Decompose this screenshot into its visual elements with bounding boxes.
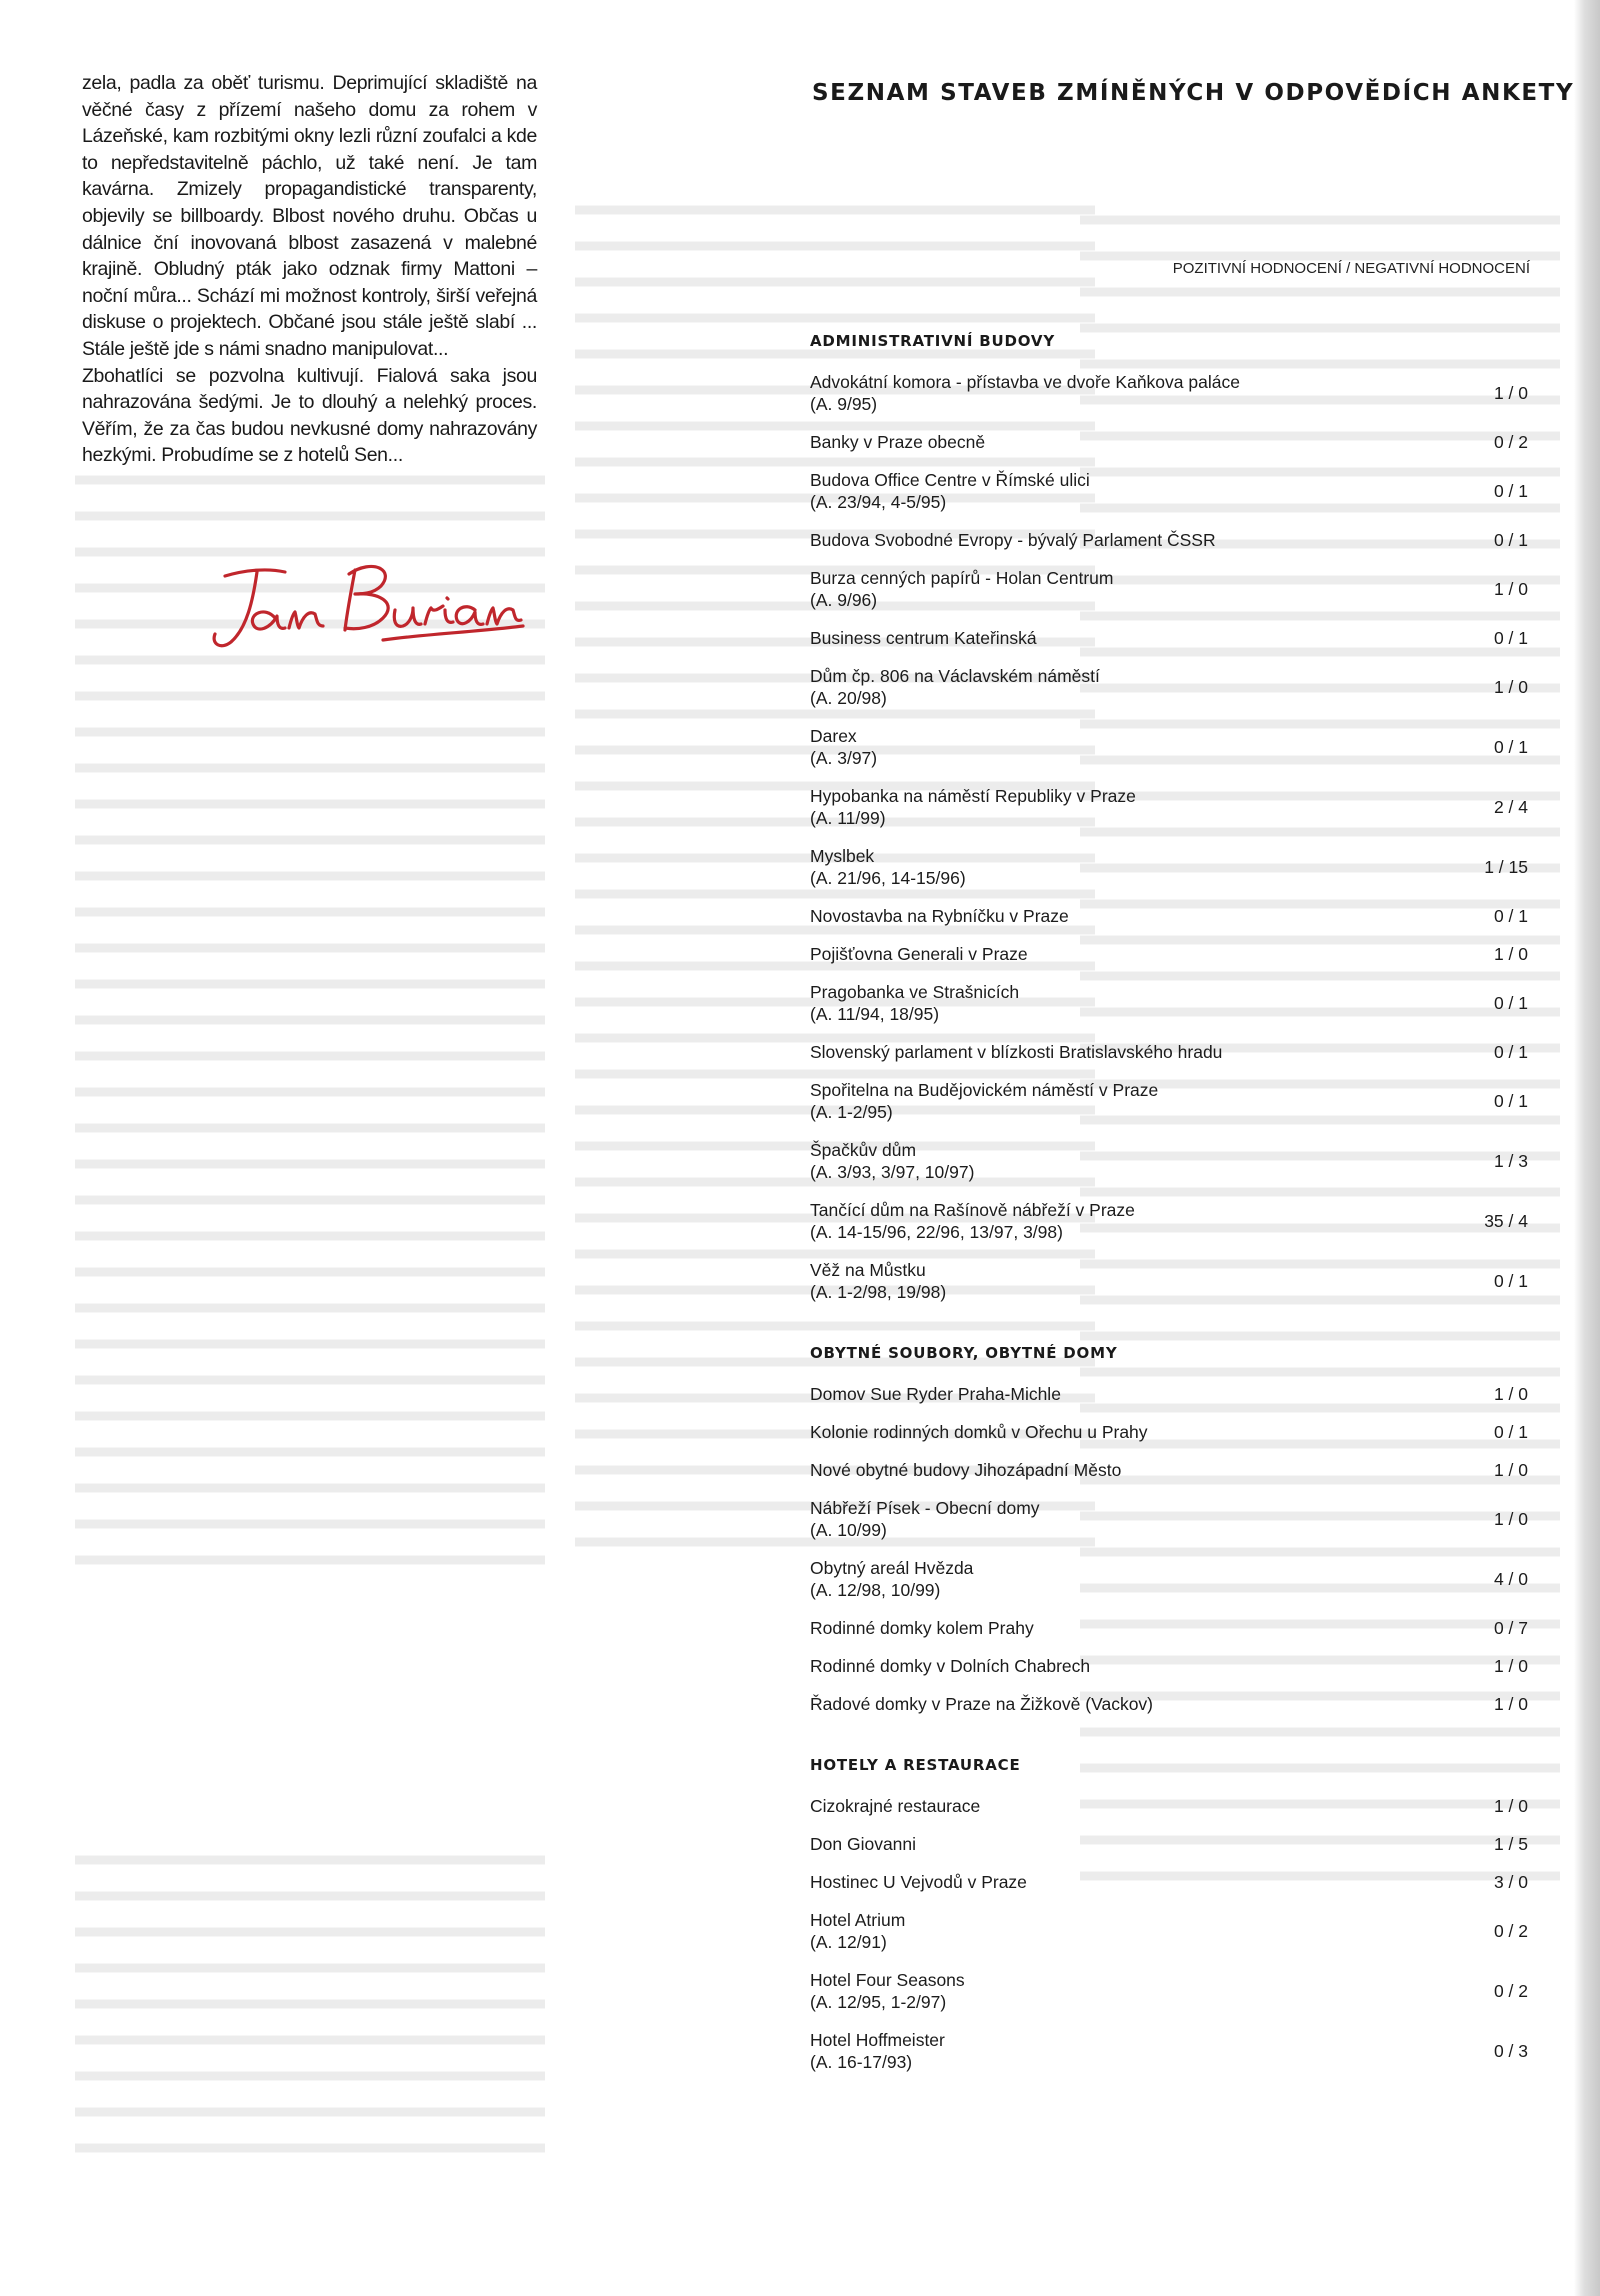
building-name: Rodinné domky v Dolních Chabrech [810, 1656, 1091, 1676]
rating-score: 1 / 5 [1493, 1834, 1528, 1854]
rating-score: 0 / 1 [1493, 737, 1528, 757]
building-name: Spořitelna na Budějovickém náměstí v Praze [810, 1080, 1159, 1100]
rating-score: 1 / 0 [1493, 944, 1528, 964]
building-name: Burza cenných papírů - Holan Centrum [810, 568, 1114, 588]
building-name: Banky v Praze obecně [810, 432, 986, 452]
building-reference: (A. 12/91) [810, 1932, 887, 1952]
building-reference: (A. 12/95, 1-2/97) [810, 1992, 947, 2012]
building-reference: (A. 1-2/98, 19/98) [810, 1282, 947, 1302]
rating-score: 0 / 1 [1493, 993, 1528, 1013]
building-name: Domov Sue Ryder Praha-Michle [810, 1384, 1061, 1404]
list-item [810, 1610, 1530, 1646]
list-item [810, 1034, 1530, 1070]
list-item [810, 1072, 1530, 1130]
section-heading: OBYTNÉ SOUBORY, OBYTNÉ DOMY [810, 1344, 1118, 1362]
building-name: Dům čp. 806 na Václavském náměstí [810, 666, 1100, 686]
rating-score: 0 / 2 [1493, 432, 1528, 452]
rating-score: 1 / 0 [1493, 677, 1528, 697]
section-administrative-buildings [810, 330, 1530, 1310]
list-item [810, 462, 1530, 520]
rating-score: 0 / 1 [1493, 1271, 1528, 1291]
list-item [810, 936, 1530, 972]
building-name: Věž na Můstku [810, 1260, 926, 1280]
rating-score: 1 / 0 [1493, 1796, 1528, 1816]
building-name: Rodinné domky kolem Prahy [810, 1618, 1034, 1638]
rating-score: 1 / 0 [1493, 1509, 1528, 1529]
list-item [810, 364, 1530, 422]
building-reference: (A. 3/97) [810, 748, 878, 768]
list-item [810, 1132, 1530, 1190]
rating-legend: POZITIVNÍ HODNOCENÍ / NEGATIVNÍ HODNOCENÍ [1172, 260, 1530, 277]
building-reference: (A. 20/98) [810, 688, 887, 708]
building-name: Pragobanka ve Strašnicích [810, 982, 1020, 1002]
rating-score: 0 / 2 [1493, 1921, 1528, 1941]
building-name: Tančící dům na Rašínově nábřeží v Praze [810, 1200, 1135, 1220]
list-item [810, 778, 1530, 836]
list-item [810, 1962, 1530, 2020]
rating-score: 0 / 1 [1493, 1091, 1528, 1111]
building-name: Řadové domky v Praze na Žižkově (Vackov) [810, 1694, 1154, 1714]
building-reference: (A. 1-2/95) [810, 1102, 893, 1122]
building-reference: (A. 21/96, 14-15/96) [810, 868, 966, 888]
rating-score: 3 / 0 [1493, 1872, 1528, 1892]
building-name: Hotel Four Seasons [810, 1970, 965, 1990]
section-heading: HOTELY A RESTAURACE [810, 1756, 1021, 1774]
building-reference: (A. 12/98, 10/99) [810, 1580, 941, 1600]
rating-score: 0 / 3 [1493, 2041, 1528, 2061]
list-item [810, 522, 1530, 558]
building-name: Novostavba na Rybníčku v Praze [810, 906, 1069, 926]
list-item [810, 1252, 1530, 1310]
building-reference: (A. 3/93, 3/97, 10/97) [810, 1162, 975, 1182]
building-name: Pojišťovna Generali v Praze [810, 944, 1028, 964]
list-item [810, 1452, 1530, 1488]
list-item [810, 1192, 1530, 1250]
section-residential-buildings [810, 1342, 1530, 1722]
list-item [810, 1648, 1530, 1684]
rating-score: 1 / 0 [1493, 1694, 1528, 1714]
essay-text-column [82, 70, 537, 469]
building-list [810, 330, 1530, 2082]
list-item [810, 1826, 1530, 1862]
rating-score: 0 / 1 [1493, 530, 1528, 550]
list-item [810, 1376, 1530, 1412]
list-item [810, 424, 1530, 460]
building-reference: (A. 11/94, 18/95) [810, 1004, 940, 1024]
building-name: Špačkův dům [810, 1140, 917, 1160]
list-item [810, 1550, 1530, 1608]
rating-score: 2 / 4 [1493, 797, 1528, 817]
section-hotels-restaurants [810, 1754, 1530, 2080]
rating-score: 1 / 0 [1493, 383, 1528, 403]
building-name: Advokátní komora - přístavba ve dvoře Kaňkova paláce [810, 372, 1240, 392]
building-name: Hotel Atrium [810, 1910, 906, 1930]
building-reference: (A. 11/99) [810, 808, 886, 828]
building-reference: (A. 9/95) [810, 394, 878, 414]
building-name: Budova Office Centre v Římské ulici [810, 470, 1090, 490]
building-name: Nábřeží Písek - Obecní domy [810, 1498, 1040, 1518]
rating-score: 1 / 0 [1493, 1384, 1528, 1404]
building-name: Kolonie rodinných domků v Ořechu u Prahy [810, 1422, 1148, 1442]
rating-score: 0 / 1 [1493, 1042, 1528, 1062]
building-name: Hotel Hoffmeister [810, 2030, 945, 2050]
author-signature [205, 548, 525, 653]
building-reference: (A. 14-15/96, 22/96, 13/97, 3/98) [810, 1222, 1063, 1242]
list-item [810, 1788, 1530, 1824]
building-name: Myslbek [810, 846, 875, 866]
rating-score: 1 / 3 [1493, 1151, 1528, 1171]
list-item [810, 718, 1530, 776]
building-name: Darex [810, 726, 857, 746]
list-item [810, 620, 1530, 656]
list-item [810, 560, 1530, 618]
building-name: Cizokrajné restaurace [810, 1796, 981, 1816]
rating-score: 0 / 1 [1493, 481, 1528, 501]
rating-score: 0 / 2 [1493, 1981, 1528, 2001]
list-item [810, 2022, 1530, 2080]
rating-score: 0 / 1 [1493, 1422, 1528, 1442]
building-reference: (A. 10/99) [810, 1520, 887, 1540]
list-item [810, 1686, 1530, 1722]
rating-score: 0 / 7 [1493, 1618, 1528, 1638]
list-item [810, 1864, 1530, 1900]
list-item [810, 1490, 1530, 1548]
building-name: Slovenský parlament v blízkosti Bratislavského hradu [810, 1042, 1223, 1062]
rating-score: 4 / 0 [1493, 1569, 1528, 1589]
list-item [810, 838, 1530, 896]
building-name: Hostinec U Vejvodů v Praze [810, 1872, 1027, 1892]
list-item [810, 898, 1530, 934]
building-reference: (A. 9/96) [810, 590, 878, 610]
page-edge-shadow [1574, 0, 1600, 2296]
building-reference: (A. 16-17/93) [810, 2052, 913, 2072]
rating-score: 1 / 15 [1484, 857, 1528, 877]
building-reference: (A. 23/94, 4-5/95) [810, 492, 947, 512]
rating-score: 0 / 1 [1493, 906, 1528, 926]
building-name: Business centrum Kateřinská [810, 628, 1037, 648]
building-name: Don Giovanni [810, 1834, 917, 1854]
section-heading: ADMINISTRATIVNÍ BUDOVY [810, 332, 1055, 350]
essay-paragraph: Zbohatlíci se pozvolna kultivují. Fialová saka jsou nahrazována šedými. Je to dlouhý a nelehký proces. Věřím, že za čas budou nevkusné domy nahrazovány hezkými. Probudíme se z hotelů Sen... [82, 364, 537, 467]
rating-score: 1 / 0 [1493, 1656, 1528, 1676]
essay-paragraph: zela, padla za oběť turismu. Deprimující skladiště na věčné časy z přízemí našeho domu za rohem v Lázeňské, kam rozbitými okny lezli různí zoufalci a kde to nepředstavitelně páchlo, už také není. Je tam kavárna. Zmizely propagandistické transparenty, objevily se billboardy. Blbost nového druhu. Občas u dálnice ční inovovaná blbost zasazená v malebné krajině. Obludný pták jako odznak firmy Mattoni – noční můra... Schází mi možnost kontroly, širší veřejná diskuse o projektech. Občané jsou stále ještě slabí ... Stále ještě jde s námi snadno manipulovat... [82, 72, 537, 360]
building-name: Obytný areál Hvězda [810, 1558, 974, 1578]
building-name: Hypobanka na náměstí Republiky v Praze [810, 786, 1136, 806]
rating-score: 1 / 0 [1493, 579, 1528, 599]
list-item [810, 1902, 1530, 1960]
rating-score: 1 / 0 [1493, 1460, 1528, 1480]
rating-score: 35 / 4 [1484, 1211, 1528, 1231]
rating-score: 0 / 1 [1493, 628, 1528, 648]
list-item [810, 658, 1530, 716]
list-title: SEZNAM STAVEB ZMÍNĚNÝCH V ODPOVĚDÍCH ANKETY [812, 80, 1575, 106]
list-item [810, 974, 1530, 1032]
building-name: Nové obytné budovy Jihozápadní Město [810, 1460, 1122, 1480]
building-name: Budova Svobodné Evropy - bývalý Parlament ČSSR [810, 530, 1216, 550]
list-item [810, 1414, 1530, 1450]
